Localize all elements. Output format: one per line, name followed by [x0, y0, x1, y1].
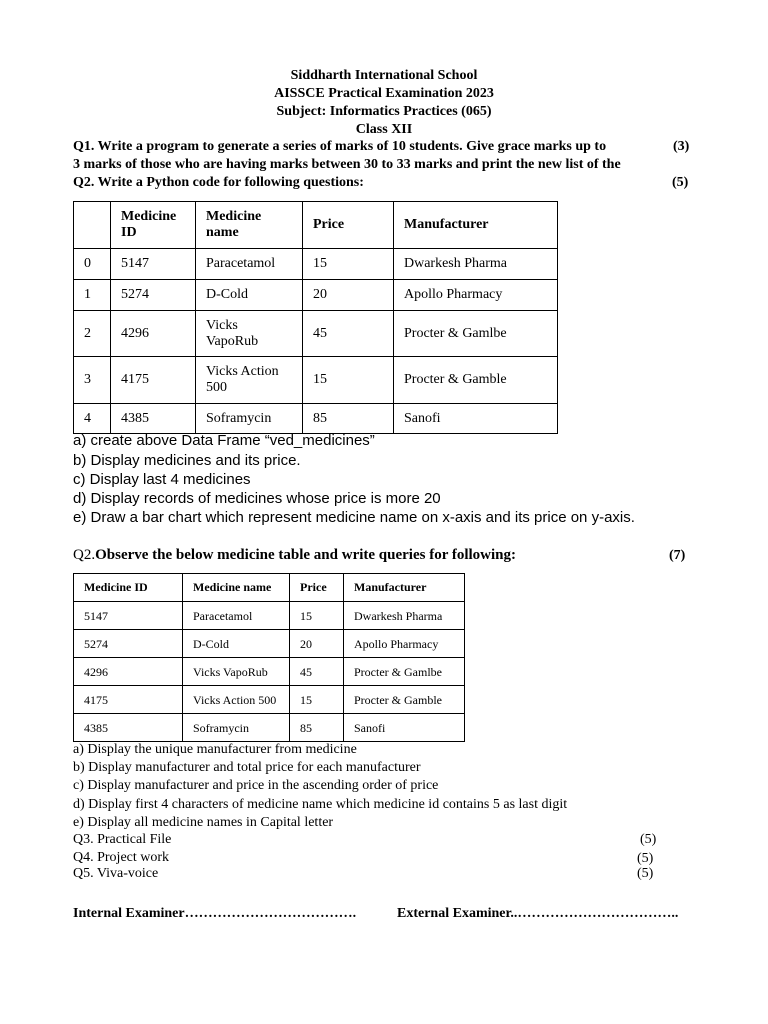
table-row: [74, 280, 558, 311]
table-cell: Procter & Gamble: [344, 686, 465, 714]
table-header-row: [74, 574, 465, 602]
table-row: [74, 602, 465, 630]
table-cell: Paracetamol: [196, 249, 303, 280]
table-row: [74, 357, 558, 404]
table-cell: 0: [74, 249, 111, 280]
table-row: [74, 658, 465, 686]
table-header-row: [74, 202, 558, 249]
table-cell: 45: [290, 658, 344, 686]
header-cell: Medicine ID: [74, 574, 183, 602]
q3-marks: (5): [640, 832, 657, 847]
q2b-item-a: a) Display the unique manufacturer from medicine: [73, 742, 357, 757]
q2a-item-d: d) Display records of medicines whose price is more 20: [73, 490, 441, 507]
table-cell: 15: [290, 602, 344, 630]
table-cell: Dwarkesh Pharma: [394, 249, 558, 280]
table-row: [74, 686, 465, 714]
table-cell: 85: [303, 404, 394, 434]
q2b-text: Observe the below medicine table and write queries for following:: [95, 547, 517, 563]
header-cell: [74, 202, 111, 249]
table-cell: 85: [290, 714, 344, 742]
table-row: [74, 249, 558, 280]
table-cell: 20: [290, 630, 344, 658]
dataframe-table: [73, 201, 558, 434]
q1-line2: 3 marks of those who are having marks between 30 to 33 marks and print the new list of the: [73, 157, 621, 172]
table-cell: Procter & Gamlbe: [344, 658, 465, 686]
table-cell: 5147: [74, 602, 183, 630]
table-cell: 4175: [74, 686, 183, 714]
table-cell: 4296: [111, 311, 196, 357]
table-row: [74, 630, 465, 658]
table-cell: 1: [74, 280, 111, 311]
table-cell: 2: [74, 311, 111, 357]
q2b-item-b: b) Display manufacturer and total price for each manufacturer: [73, 760, 421, 775]
table-cell: D-Cold: [196, 280, 303, 311]
q5-marks: (5): [637, 866, 654, 881]
table-cell: 4296: [74, 658, 183, 686]
table-cell: Sanofi: [344, 714, 465, 742]
header-cell: Manufacturer: [344, 574, 465, 602]
table-cell: Procter & Gamble: [394, 357, 558, 404]
q2a-item-e: e) Draw a bar chart which represent medicine name on x-axis and its price on y-axis.: [73, 509, 635, 526]
q4-line: Q4. Project work: [73, 850, 170, 865]
table-cell: 15: [303, 357, 394, 404]
class-line: Class XII: [355, 122, 413, 137]
internal-examiner: Internal Examiner……………………………….: [73, 906, 357, 921]
table-cell: Dwarkesh Pharma: [344, 602, 465, 630]
q1-marks: (3): [673, 139, 690, 154]
table-cell: D-Cold: [183, 630, 290, 658]
header-cell: Price: [290, 574, 344, 602]
q2a-marks: (5): [672, 175, 689, 190]
table-cell: 5274: [74, 630, 183, 658]
table-cell: 15: [290, 686, 344, 714]
table-cell: 15: [303, 249, 394, 280]
external-examiner: External Examiner..……………………………..: [397, 906, 679, 921]
table-cell: Apollo Pharmacy: [394, 280, 558, 311]
q2a-question: Q2. Write a Python code for following questions:: [73, 175, 364, 190]
q2a-item-b: b) Display medicines and its price.: [73, 452, 301, 469]
table-cell: 3: [74, 357, 111, 404]
q2a-item-a: a) create above Data Frame “ved_medicines”: [73, 432, 375, 449]
q2b-marks: (7): [669, 548, 686, 563]
table-cell: Apollo Pharmacy: [344, 630, 465, 658]
header-cell: Medicine ID: [111, 202, 196, 249]
table-cell: 4175: [111, 357, 196, 404]
medicine-table: [73, 573, 465, 742]
q2b-item-c: c) Display manufacturer and price in the ascending order of price: [73, 778, 439, 793]
school-name: Siddharth International School: [290, 68, 478, 83]
header-cell: Price: [303, 202, 394, 249]
table-cell: 5147: [111, 249, 196, 280]
q2b-item-d: d) Display first 4 characters of medicine name which medicine id contains 5 as last digit: [73, 797, 568, 812]
table-cell: Vicks Action 500: [183, 686, 290, 714]
table-cell: 4385: [74, 714, 183, 742]
subject-line: Subject: Informatics Practices (065): [276, 104, 492, 119]
q4-marks: (5): [637, 851, 654, 866]
q5-line: Q5. Viva-voice: [73, 866, 159, 881]
table-cell: Vicks VapoRub: [196, 311, 303, 357]
header-cell: Medicine name: [183, 574, 290, 602]
table-cell: Vicks VapoRub: [183, 658, 290, 686]
exam-title: AISSCE Practical Examination 2023: [274, 86, 494, 101]
table-cell: Procter & Gamlbe: [394, 311, 558, 357]
q3-line: Q3. Practical File: [73, 832, 172, 847]
q2b-item-e: e) Display all medicine names in Capital letter: [73, 815, 334, 830]
table-row: [74, 404, 558, 434]
table-cell: Soframycin: [196, 404, 303, 434]
table-cell: 45: [303, 311, 394, 357]
q2a-item-c: c) Display last 4 medicines: [73, 471, 251, 488]
table-cell: 5274: [111, 280, 196, 311]
q2b-question: [73, 546, 516, 564]
header-cell: Medicine name: [196, 202, 303, 249]
header-cell: Manufacturer: [394, 202, 558, 249]
table-row: [74, 714, 465, 742]
table-cell: Paracetamol: [183, 602, 290, 630]
q1-line1: Q1. Write a program to generate a series of marks of 10 students. Give grace marks up to: [73, 139, 607, 154]
q2b-prefix: Q2.: [73, 547, 96, 563]
table-cell: 20: [303, 280, 394, 311]
table-cell: 4: [74, 404, 111, 434]
table-cell: 4385: [111, 404, 196, 434]
table-cell: Vicks Action 500: [196, 357, 303, 404]
table-cell: Soframycin: [183, 714, 290, 742]
table-row: [74, 311, 558, 357]
table-cell: Sanofi: [394, 404, 558, 434]
